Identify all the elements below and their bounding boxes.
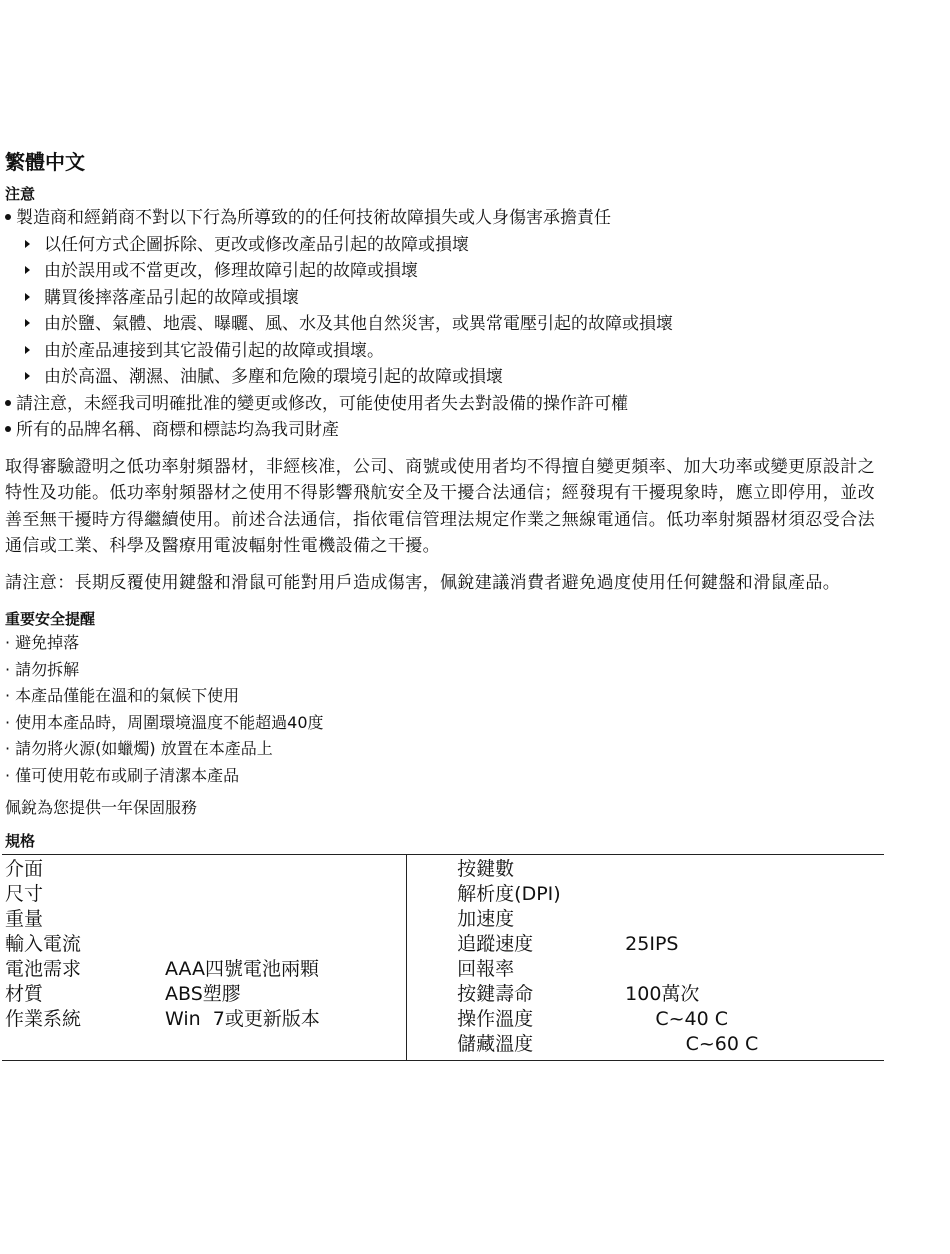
safety-item: · 僅可使用乾布或刷子清潔本產品 (5, 765, 240, 785)
spec-value (165, 882, 406, 907)
spec-value: C~60 C (625, 1032, 759, 1055)
notice-sub-item: 購買後摔落產品引起的故障或損壞 (5, 285, 887, 312)
bullet-icon (5, 426, 11, 432)
language-title: 繁體中文 (5, 150, 85, 174)
spec-row (2, 907, 406, 932)
spec-value (165, 907, 406, 932)
spec-key: 介面 (5, 857, 44, 880)
spec-key: 按鍵壽命 (457, 982, 534, 1005)
spec-heading: 規格 (5, 831, 36, 850)
bullet-icon (5, 400, 11, 406)
spec-key: 儲藏溫度 (457, 1032, 534, 1055)
spec-row (457, 907, 884, 932)
safety-item: · 本產品僅能在溫和的氣候下使用 (5, 686, 240, 705)
spec-key: 輸入電流 (5, 932, 82, 955)
spec-key: 回報率 (457, 957, 515, 980)
notice-item: 所有的品牌名稱、商標和標誌均為我司財產 (5, 417, 887, 444)
spec-key: 追蹤速度 (457, 932, 534, 955)
triangle-bullet-icon (25, 319, 30, 327)
safety-item: · 避免掉落 (5, 633, 80, 652)
safety-item: · 請勿拆解 (5, 659, 80, 679)
spec-row (2, 857, 406, 882)
spec-left-column (2, 855, 407, 1060)
safety-item: · 請勿將火源(如蠟燭) 放置在本產品上 (5, 739, 273, 758)
content (5, 147, 887, 1061)
spec-key: 電池需求 (5, 957, 82, 980)
triangle-bullet-icon (25, 372, 30, 380)
notice-sub-list (5, 232, 887, 391)
spec-row (2, 982, 406, 1007)
notice-sub-item: 以任何方式企圖拆除、更改或修改產品引起的故障或損壞 (5, 232, 887, 259)
spec-key: 操作溫度 (457, 1007, 534, 1030)
notice-item: 請注意，未經我司明確批准的變更或修改，可能使使用者失去對設備的操作許可權 (5, 391, 887, 418)
notice-heading: 注意 (5, 185, 36, 203)
spec-right-column (407, 855, 884, 1060)
spec-key: 材質 (5, 982, 44, 1005)
spec-row (2, 957, 406, 982)
spec-row (2, 932, 406, 957)
bullet-icon (5, 214, 11, 220)
spec-row (457, 1032, 884, 1057)
usage-warning-paragraph: 請注意：長期反覆使用鍵盤和滑鼠可能對用戶造成傷害，佩銳建議消費者避免過度使用任何鍵盤和滑鼠產品。 (5, 572, 841, 593)
spec-value: C~40 C (625, 1007, 729, 1030)
spec-value: Win 7或更新版本 (165, 1007, 320, 1030)
spec-key: 按鍵數 (457, 857, 515, 880)
spec-value: AAA四號電池兩顆 (165, 957, 320, 980)
spec-key: 重量 (5, 907, 44, 930)
notice-sub-item: 由於高溫、潮濕、油膩、多塵和危險的環境引起的故障或損壞 (5, 364, 887, 391)
safety-heading: 重要安全提醒 (5, 610, 96, 628)
spec-value: 25IPS (625, 932, 679, 955)
spec-value: ABS塑膠 (165, 982, 241, 1005)
notice-sub-item: 由於誤用或不當更改，修理故障引起的故障或損壞 (5, 258, 887, 285)
spec-row (2, 1007, 406, 1032)
notice-item: 製造商和經銷商不對以下行為所導致的的任何技術故障損失或人身傷害承擔責任 (5, 205, 887, 232)
spec-value (165, 857, 406, 882)
spec-key: 加速度 (457, 907, 515, 930)
spec-value (625, 882, 884, 907)
triangle-bullet-icon (25, 293, 30, 301)
spec-key: 尺寸 (5, 882, 44, 905)
safety-item: · 使用本產品時，周圍環境溫度不能超過40度 (5, 712, 324, 732)
spec-value (625, 907, 884, 932)
spec-row (457, 1007, 884, 1032)
safety-list (5, 630, 887, 789)
spec-value: 100萬次 (625, 982, 700, 1005)
spec-value (625, 957, 884, 982)
rf-regulation-paragraph: 取得審驗證明之低功率射頻器材，非經核准，公司、商號或使用者均不得擅自變更頻率、加大功率或變更原設計之特性及功能。低功率射頻器材之使用不得影響飛航安全及干擾合法通信；經發現有干擾現象時，應立即停用，並改善至無干擾時方得繼續使用。前述合法通信，指依電信管理法規定作業之無線電通信。低功率射頻器材須忍受合法通信或工業、科學及醫療用電波輻射性電機設備之干擾。 (5, 456, 875, 556)
triangle-bullet-icon (25, 240, 30, 248)
spec-row (457, 857, 884, 882)
triangle-bullet-icon (25, 346, 30, 354)
spec-row (457, 882, 884, 907)
spec-value (625, 857, 884, 882)
spec-row (457, 932, 884, 957)
spec-row (2, 882, 406, 907)
notice-sub-item: 由於產品連接到其它設備引起的故障或損壞。 (5, 338, 887, 365)
triangle-bullet-icon (25, 266, 30, 274)
spec-key: 解析度(DPI) (457, 882, 561, 905)
spec-row (457, 982, 884, 1007)
spec-key: 作業系統 (5, 1007, 82, 1030)
spec-value (165, 932, 406, 957)
spec-row (457, 957, 884, 982)
spec-table (2, 854, 884, 1061)
notice-sub-item: 由於鹽、氣體、地震、曝曬、風、水及其他自然災害，或異常電壓引起的故障或損壞 (5, 311, 887, 338)
warranty-text: 佩銳為您提供一年保固服務 (5, 798, 198, 817)
